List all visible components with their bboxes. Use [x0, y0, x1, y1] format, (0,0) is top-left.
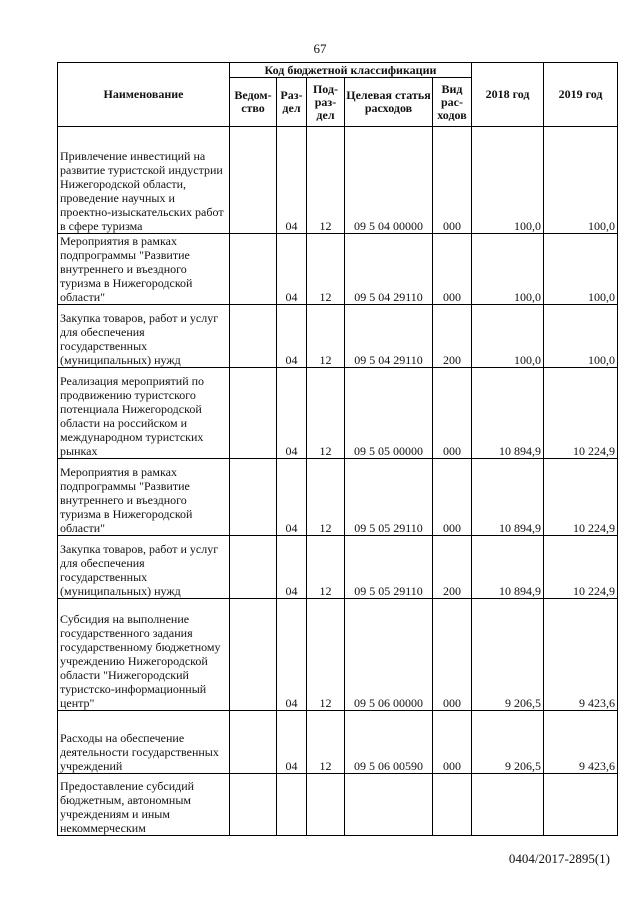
page-number: 67: [313, 41, 327, 56]
row-2018: 100,0: [472, 234, 544, 305]
row-vedom: [230, 127, 277, 234]
row-vid: 000: [433, 599, 472, 711]
row-vedom: [230, 305, 277, 368]
row-razdel: 04: [277, 305, 307, 368]
header-classification-group: Код бюджетной классификации: [230, 63, 472, 78]
row-2018: 10 894,9: [472, 536, 544, 599]
table-row: [58, 599, 618, 711]
row-podrazdel: 12: [307, 599, 345, 711]
row-name: Закупка товаров, работ и услуг для обеспечения государственных (муниципальных) нужд: [58, 305, 230, 368]
row-name: Субсидия на выполнение государственного задания государственному бюджетному учреждению Нижегородской области "Нижегородский туристско-информационный центр": [58, 599, 230, 711]
row-target: 09 5 06 00000: [345, 599, 433, 711]
row-vedom: [230, 711, 277, 774]
row-razdel: 04: [277, 711, 307, 774]
row-razdel: 04: [277, 127, 307, 234]
table-row: [58, 127, 618, 234]
row-vid: 000: [433, 459, 472, 536]
row-name: Реализация мероприятий по продвижению туристского потенциала Нижегородской области на российском и международном туристских рынках: [58, 368, 230, 459]
row-vid: 000: [433, 368, 472, 459]
row-target: 09 5 05 29110: [345, 536, 433, 599]
row-2018: 9 206,5: [472, 599, 544, 711]
row-razdel: 04: [277, 368, 307, 459]
row-razdel: 04: [277, 599, 307, 711]
row-target: 09 5 06 00590: [345, 711, 433, 774]
row-target: [345, 774, 433, 836]
row-target: 09 5 04 29110: [345, 234, 433, 305]
row-2018: 100,0: [472, 127, 544, 234]
row-target: 09 5 04 29110: [345, 305, 433, 368]
row-2019: 10 224,9: [544, 368, 618, 459]
table-row: [58, 305, 618, 368]
row-vedom: [230, 774, 277, 836]
row-target: 09 5 05 29110: [345, 459, 433, 536]
row-2019: 10 224,9: [544, 536, 618, 599]
row-vid: 200: [433, 305, 472, 368]
budget-table: [57, 62, 618, 836]
row-2018: 9 206,5: [472, 711, 544, 774]
header-name: Наименование: [58, 63, 230, 127]
row-2019: [544, 774, 618, 836]
row-name: Мероприятия в рамках подпрограммы "Развитие внутреннего и въездного туризма в Нижегородской области": [58, 234, 230, 305]
row-vedom: [230, 459, 277, 536]
row-razdel: 04: [277, 459, 307, 536]
row-podrazdel: 12: [307, 459, 345, 536]
document-code: 0404/2017-2895(1): [508, 851, 610, 866]
row-2018: 10 894,9: [472, 368, 544, 459]
row-razdel: 04: [277, 234, 307, 305]
row-vid: 000: [433, 711, 472, 774]
row-podrazdel: 12: [307, 711, 345, 774]
row-2019: 9 423,6: [544, 599, 618, 711]
row-podrazdel: 12: [307, 234, 345, 305]
row-2018: 100,0: [472, 305, 544, 368]
row-name: Мероприятия в рамках подпрограммы "Развитие внутреннего и въездного туризма в Нижегородской области": [58, 459, 230, 536]
row-vedom: [230, 599, 277, 711]
table-row: [58, 234, 618, 305]
row-vid: [433, 774, 472, 836]
header-razdel: Раз-дел: [277, 78, 307, 127]
row-vedom: [230, 234, 277, 305]
row-2018: [472, 774, 544, 836]
table-row: [58, 711, 618, 774]
header-target: Целевая статья расходов: [345, 78, 433, 127]
row-name: Закупка товаров, работ и услуг для обеспечения государственных (муниципальных) нужд: [58, 536, 230, 599]
table-row: [58, 536, 618, 599]
table-row: [58, 459, 618, 536]
row-razdel: [277, 774, 307, 836]
row-2019: 100,0: [544, 305, 618, 368]
row-vedom: [230, 368, 277, 459]
row-2019: 10 224,9: [544, 459, 618, 536]
row-name: Расходы на обеспечение деятельности государственных учреждений: [58, 711, 230, 774]
row-podrazdel: 12: [307, 536, 345, 599]
table-row: [58, 368, 618, 459]
row-2019: 9 423,6: [544, 711, 618, 774]
row-vid: 000: [433, 234, 472, 305]
row-2019: 100,0: [544, 127, 618, 234]
row-podrazdel: 12: [307, 127, 345, 234]
row-podrazdel: [307, 774, 345, 836]
row-name: Привлечение инвестиций на развитие туристской индустрии Нижегородской области, проведение научных и проектно-изыскательских работ в сфере туризма: [58, 127, 230, 234]
header-podrazdel: Под-раз-дел: [307, 78, 345, 127]
header-vedom: Ведом-ство: [230, 78, 277, 127]
row-razdel: 04: [277, 536, 307, 599]
row-2018: 10 894,9: [472, 459, 544, 536]
row-vedom: [230, 536, 277, 599]
row-target: 09 5 04 00000: [345, 127, 433, 234]
row-podrazdel: 12: [307, 305, 345, 368]
header-vid: Вид рас-ходов: [433, 78, 472, 127]
row-podrazdel: 12: [307, 368, 345, 459]
table-row: [58, 774, 618, 836]
header-2019: 2019 год: [544, 63, 618, 127]
row-vid: 000: [433, 127, 472, 234]
header-2018: 2018 год: [472, 63, 544, 127]
row-vid: 200: [433, 536, 472, 599]
row-2019: 100,0: [544, 234, 618, 305]
row-target: 09 5 05 00000: [345, 368, 433, 459]
row-name: Предоставление субсидий бюджетным, автономным учреждениям и иным некоммерческим: [58, 774, 230, 836]
